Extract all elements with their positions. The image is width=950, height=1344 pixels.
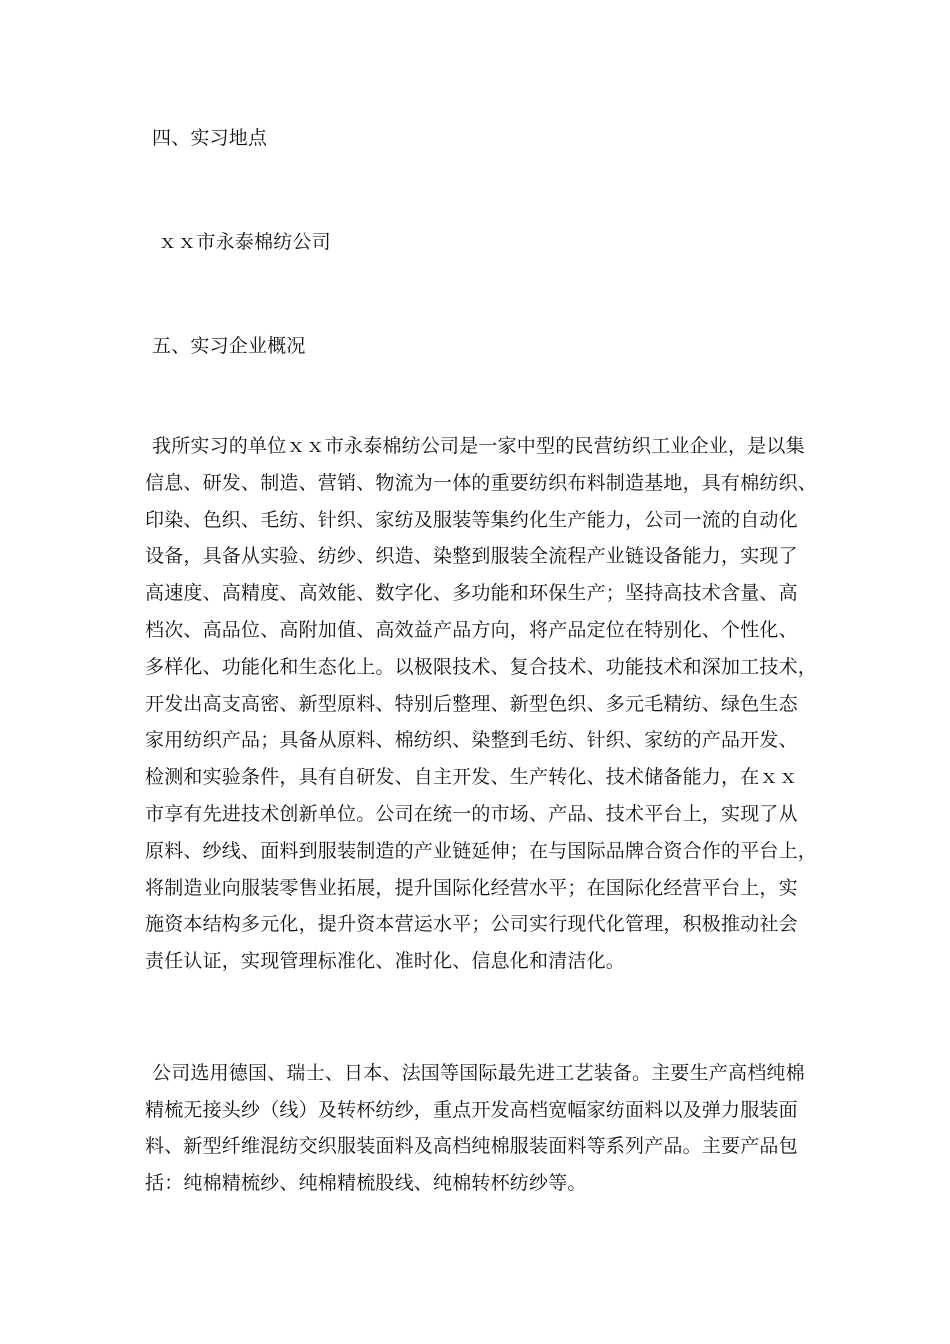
paragraph-line: 开发出高支高密、新型原料、特别后整理、新型色织、多元毛精纺、绿色生态 — [145, 692, 798, 715]
paragraph-line: 多样化、功能化和生态化上。以极限技术、复合技术、功能技术和深加工技术， — [145, 655, 818, 678]
section-4-heading: 四、实习地点 — [152, 127, 268, 149]
section-5-heading: 五、实习企业概况 — [152, 335, 306, 357]
paragraph-line: 料、新型纤维混纺交织服装面料及高档纯棉服装面料等系列产品。主要产品包 — [145, 1135, 798, 1157]
paragraph-line: 检测和实验条件，具有自研发、自主开发、生产转化、技术储备能力，在ｘｘ — [145, 766, 798, 789]
paragraph-line: 高速度、高精度、高效能、数字化、多功能和环保生产；坚持高技术含量、高 — [145, 582, 798, 605]
paragraph-line: 市享有先进技术创新单位。公司在统一的市场、产品、技术平台上，实现了从 — [145, 803, 798, 825]
paragraph-line: 责任认证，实现管理标准化、准时化、信息化和清洁化。 — [145, 950, 626, 973]
paragraph-line: 家用纺织产品；具备从原料、棉纺织、染整到毛纺、针织、家纺的产品开发、 — [145, 729, 798, 752]
paragraph-line: 设备，具备从实验、纺纱、织造、染整到服装全流程产业链设备能力，实现了 — [145, 545, 798, 568]
paragraph-line: 将制造业向服装零售业拓展，提升国际化经营水平；在国际化经营平台上，实 — [145, 876, 798, 899]
internship-location: ｘｘ市永泰棉纺公司 — [158, 231, 331, 253]
paragraph-line: 精梳无接头纱（线）及转杯纺纱，重点开发高档宽幅家纺面料以及弹力服装面 — [145, 1098, 798, 1121]
paragraph-line: 印染、色织、毛纺、针织、家纺及服装等集约化生产能力，公司一流的自动化 — [145, 508, 798, 531]
paragraph-line: 公司选用德国、瑞士、日本、法国等国际最先进工艺装备。主要生产高档纯棉 — [152, 1062, 805, 1084]
paragraph-line: 档次、高品位、高附加值、高效益产品方向，将产品定位在特别化、个性化、 — [145, 619, 798, 641]
paragraph-line: 信息、研发、制造、营销、物流为一体的重要纺织布料制造基地，具有棉纺织、 — [145, 471, 818, 494]
paragraph-line: 我所实习的单位ｘｘ市永泰棉纺公司是一家中型的民营纺织工业企业，是以集 — [152, 435, 805, 457]
paragraph-line: 括：纯棉精梳纱、纯棉精梳股线、纯棉转杯纺纱等。 — [145, 1171, 587, 1194]
paragraph-line: 施资本结构多元化，提升资本营运水平；公司实行现代化管理，积极推动社会 — [145, 913, 798, 936]
paragraph-line: 原料、纱线、面料到服装制造的产业链延伸；在与国际品牌合资合作的平台上， — [145, 839, 818, 862]
